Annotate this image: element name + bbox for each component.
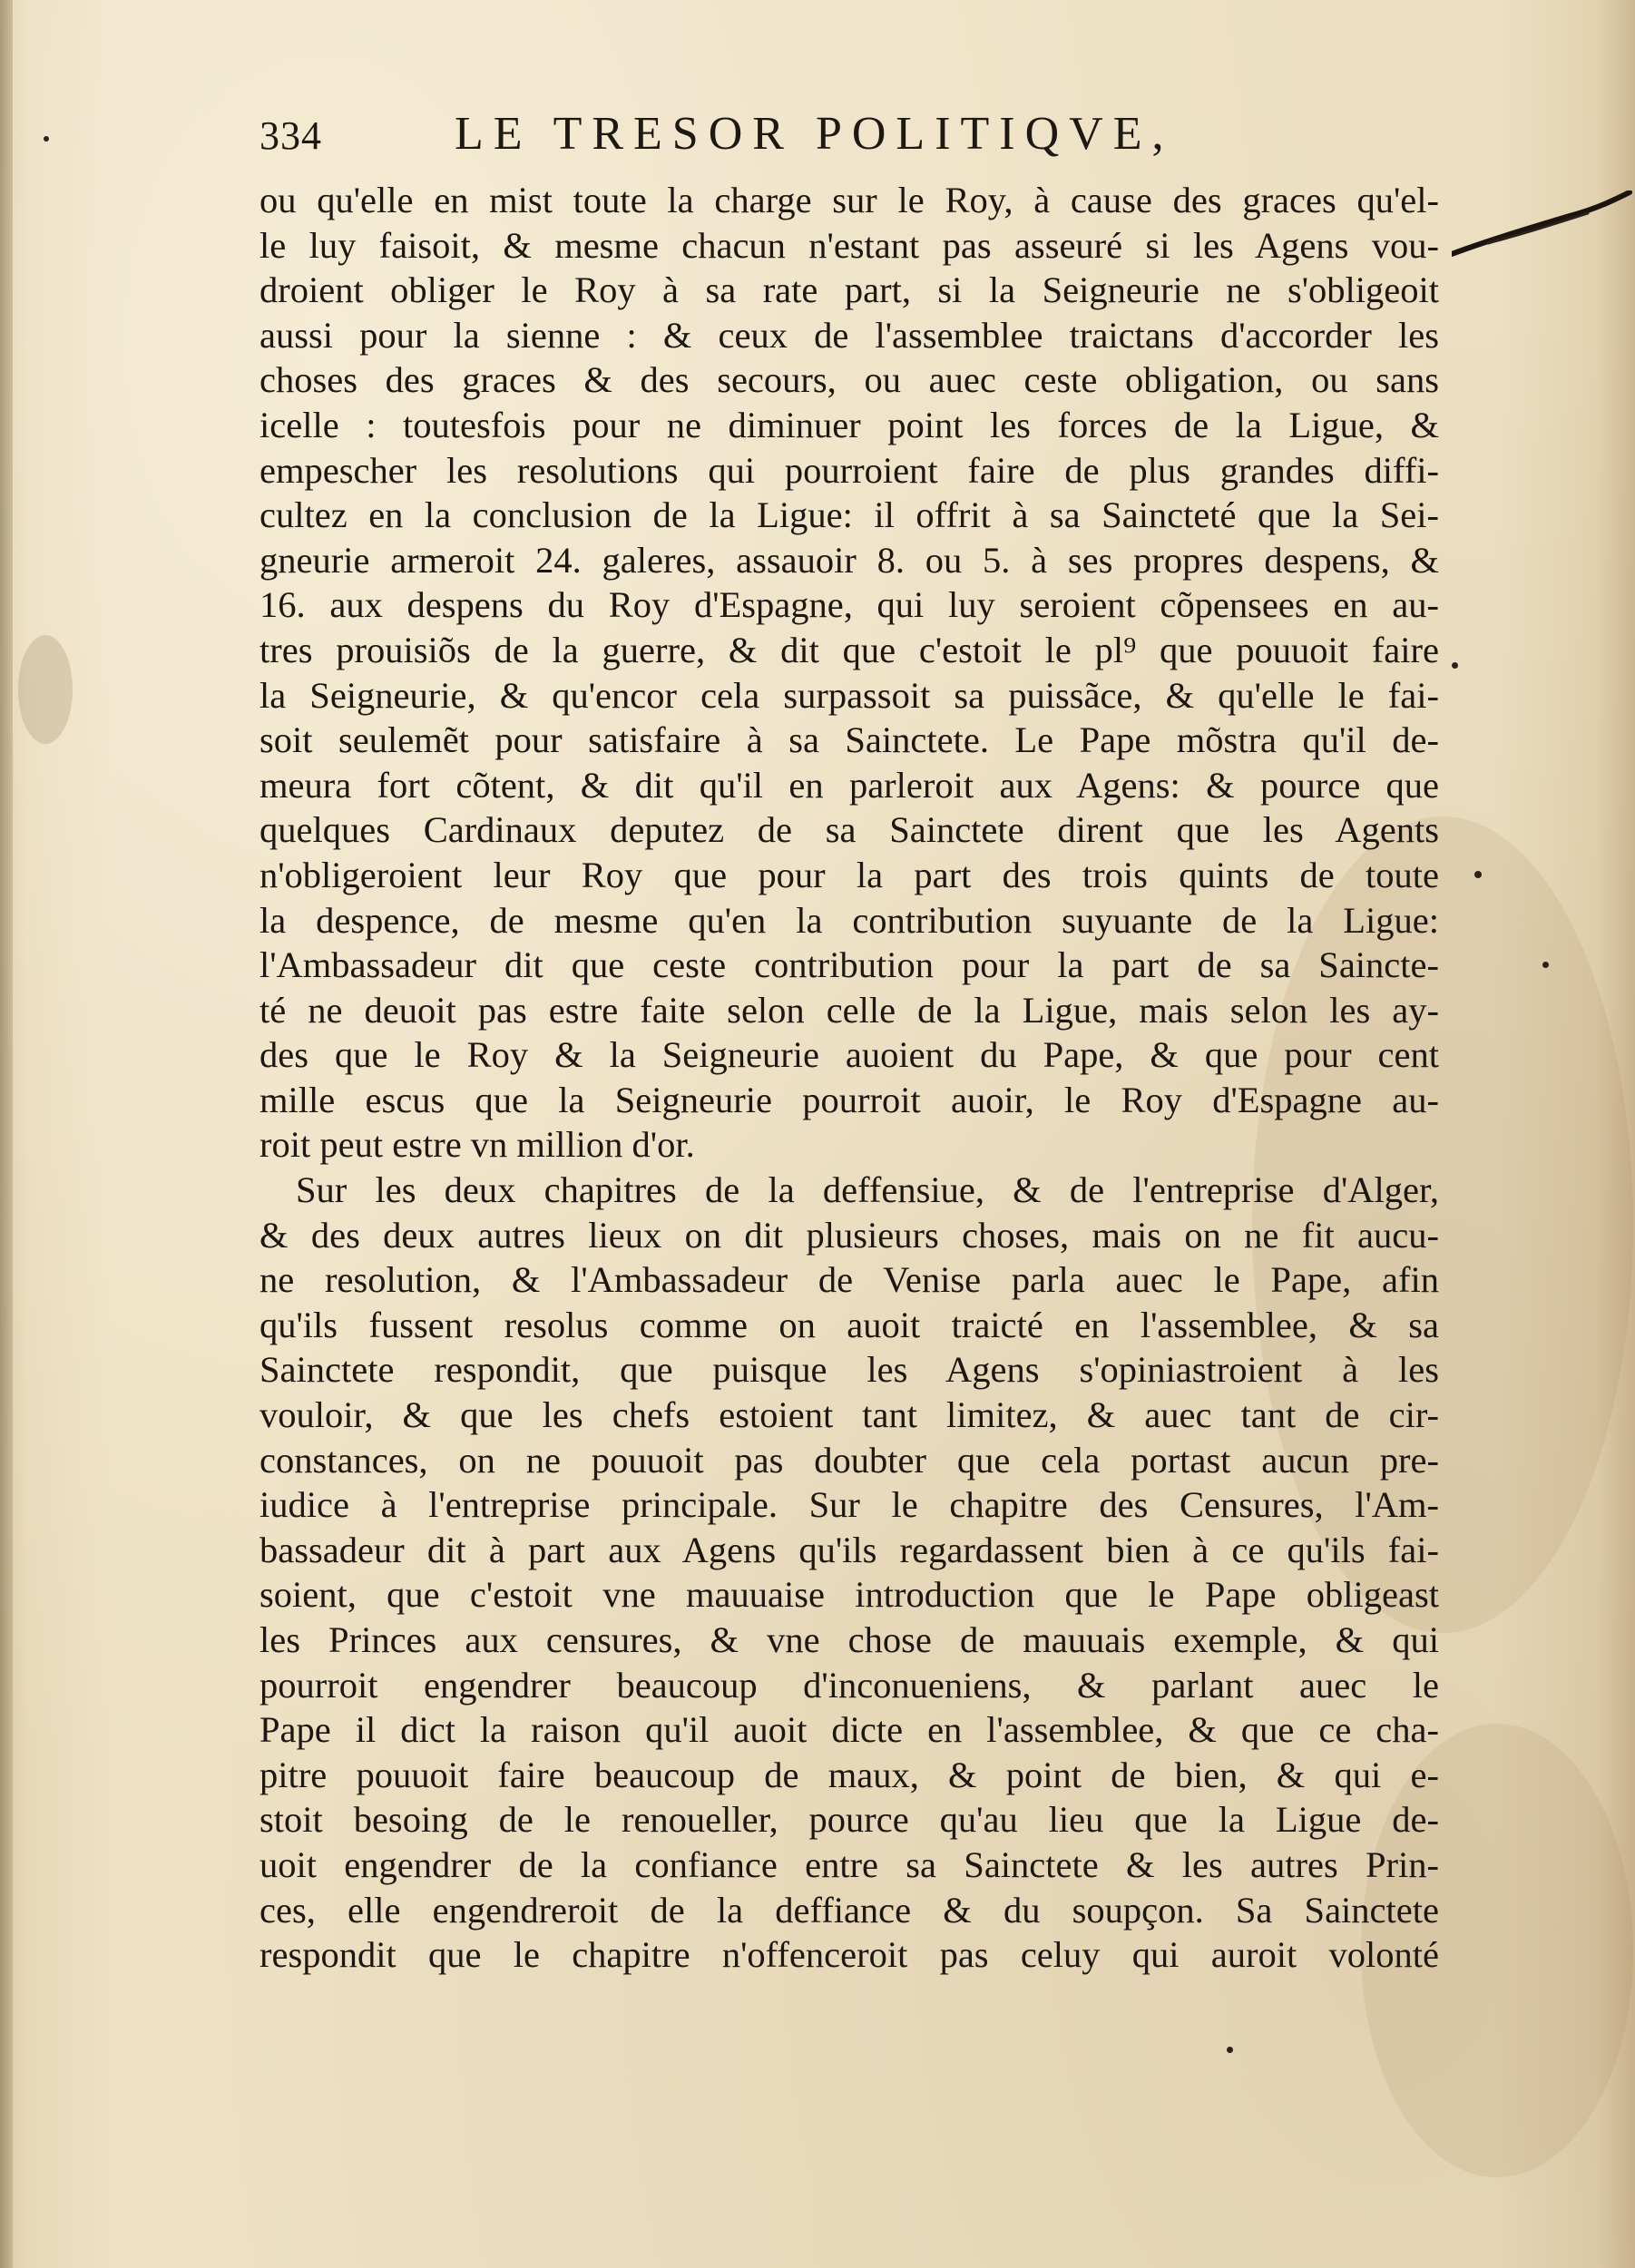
text-line: aussi pour la sienne : & ceux de l'assemblee traictans d'accorder les <box>259 314 1439 356</box>
text-line: gneurie armeroit 24. galeres, assauoir 8. ou 5. à ses propres despens, & <box>259 539 1439 581</box>
text-line: Sainctete respondit, que puisque les Agens s'opiniastroient à les <box>259 1349 1439 1391</box>
text-line: vouloir, & que les chefs estoient tant limitez, & auec tant de cir- <box>259 1394 1439 1436</box>
text-line: pitre pouuoit faire beaucoup de maux, & point de bien, & qui e- <box>259 1754 1439 1795</box>
page-header <box>259 107 1394 171</box>
text-line: cultez en la conclusion de la Ligue: il offrit à sa Saincteté que la Sei- <box>259 494 1439 536</box>
text-line: ces, elle engendreroit de la deffiance & du soupçon. Sa Sainctete <box>259 1889 1439 1931</box>
text-line: les Princes aux censures, & vne chose de mauuais exemple, & qui <box>259 1619 1439 1660</box>
text-line: ou qu'elle en mist toute la charge sur le Roy, à cause des graces qu'el- <box>259 180 1439 220</box>
text-line: meura fort cõtent, & dit qu'il en parleroit aux Agens: & pource que <box>259 764 1439 806</box>
text-line: bassadeur dit à part aux Agens qu'ils regardassent bien à ce qu'ils fai- <box>259 1529 1439 1570</box>
ink-speck <box>1452 662 1458 669</box>
text-line: mille escus que la Seigneurie pourroit auoir, le Roy d'Espagne au- <box>259 1079 1439 1120</box>
text-line: ne resolution, & l'Ambassadeur de Venise parla auec le Pape, afin <box>259 1259 1439 1301</box>
text-line: respondit que le chapitre n'offenceroit pas celuy qui auroit volonté <box>259 1934 1439 1976</box>
ink-pen-stroke <box>1452 191 1633 263</box>
text-line: empescher les resolutions qui pourroient faire de plus grandes diffi- <box>259 449 1439 491</box>
running-title: LE TRESOR POLITIQVE, <box>455 108 1174 160</box>
text-line: tres prouisiõs de la guerre, & dit que c'estoit le pl⁹ que pouuoit faire <box>259 629 1439 670</box>
text-line: iudice à l'entreprise principale. Sur le chapitre des Censures, l'Am- <box>259 1484 1439 1526</box>
text-line: des que le Roy & la Seigneurie auoient du Pape, & que pour cent <box>259 1034 1439 1076</box>
ink-speck <box>1474 871 1482 878</box>
ink-speck <box>44 136 49 142</box>
text-line: 16. aux despens du Roy d'Espagne, qui luy seroient cõpensees en au- <box>259 584 1439 626</box>
ink-speck <box>1542 962 1549 968</box>
page-number: 334 <box>259 113 322 158</box>
text-line: choses des graces & des secours, ou auec ceste obligation, ou sans <box>259 359 1439 401</box>
text-line: la Seigneurie, & qu'encor cela surpassoit sa puissãce, & qu'elle le fai- <box>259 674 1439 716</box>
text-line: uoit engendrer de la confiance entre sa Sainctete & les autres Prin- <box>259 1843 1439 1885</box>
text-line: & des deux autres lieux on dit plusieurs choses, mais on ne fit aucu- <box>259 1214 1439 1256</box>
body-text <box>259 178 1439 1978</box>
text-line: té ne deuoit pas estre faite selon celle de la Ligue, mais selon les ay- <box>259 989 1439 1031</box>
text-line: stoit besoing de le renoueller, pource qu'au lieu que la Ligue de- <box>259 1799 1439 1841</box>
text-line: quelques Cardinaux deputez de sa Sainctete dirent que les Agents <box>259 809 1439 851</box>
text-line: soient, que c'estoit vne mauuaise introduction que le Pape obligeast <box>259 1574 1439 1616</box>
text-line: constances, on ne pouuoit pas doubter que cela portast aucun pre- <box>259 1439 1439 1481</box>
text-line: la despence, de mesme qu'en la contribution suyuante de la Ligue: <box>259 899 1439 941</box>
text-line: Pape il dict la raison qu'il auoit dicte en l'assemblee, & que ce cha- <box>259 1709 1439 1751</box>
text-line: l'Ambassadeur dit que ceste contribution pour la part de sa Saincte- <box>259 944 1439 986</box>
text-line-paragraph-end: roit peut estre vn million d'or. <box>259 1124 695 1166</box>
text-line: soit seulemẽt pour satisfaire à sa Sainctete. Le Pape mõstra qu'il de- <box>259 719 1439 761</box>
text-line: pourroit engendrer beaucoup d'inconueniens, & parlant auec le <box>259 1664 1439 1706</box>
text-line: icelle : toutesfois pour ne diminuer point les forces de la Ligue, & <box>259 404 1439 445</box>
text-line: qu'ils fussent resolus comme on auoit traicté en l'assemblee, & sa <box>259 1304 1439 1345</box>
text-line-paragraph-start: Sur les deux chapitres de la deffensiue, & de l'entreprise d'Alger, <box>296 1169 1439 1211</box>
text-line: droient obliger le Roy à sa rate part, si la Seigneurie ne s'obligeoit <box>259 269 1439 311</box>
text-line: le luy faisoit, & mesme chacun n'estant pas asseuré si les Agens vou- <box>259 224 1439 266</box>
text-line: n'obligeroient leur Roy que pour la part des trois quints de toute <box>259 854 1439 895</box>
paper-stain <box>18 635 73 744</box>
ink-speck <box>1227 2047 1233 2053</box>
page-gutter-shadow <box>0 0 13 2268</box>
